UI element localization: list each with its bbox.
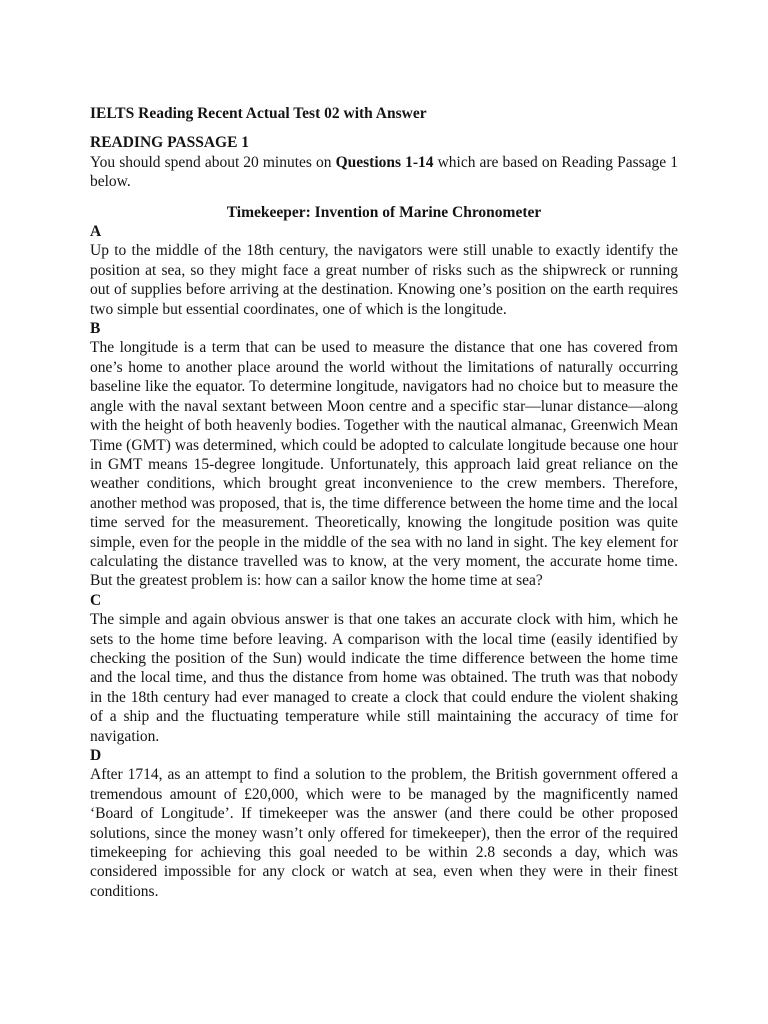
section-letter: A [90,223,102,241]
section-paragraph: Up to the middle of the 18th century, the navigators were still unable to exactly identify the position at sea, so they might face a great number of risks such as the shipwreck or running out of supplies before arriving at the destination. Knowing one’s position on the earth requires two simple but essential coordinates, one of which is the longitude. [90,242,678,318]
document-page [90,104,678,901]
section-paragraph: The longitude is a term that can be used to measure the distance that one has covered from one’s home to another place around the world without the limitations of naturally occurring baseline like the equator. To determine longitude, navigators had no choice but to measure the angle with the naval sextant between Moon centre and a specific star—lunar distance—along with the height of both heavenly bodies. Together with the nautical almanac, Greenwich Mean Time (GMT) was determined, which could be adopted to calculate longitude because one hour in GMT means 15-degree longitude. Unfortunately, this approach laid great reliance on the weather conditions, which brought great inconvenience to the crew members. Therefore, another method was proposed, that is, the time difference between the home time and the local time served for the measurement. Theoretically, knowing the longitude position was quite simple, even for the people in the middle of the sea with no land in sight. The key element for calculating the distance travelled was to know, at the very moment, the accurate home time. But the greatest problem is: how can a sailor know the home time at sea? [90,339,678,590]
section-c [90,591,678,746]
passage-title: Timekeeper: Invention of Marine Chronometer [226,203,542,221]
section-letter: D [90,747,102,764]
instructions-questions-range: Questions 1-14 [335,153,434,171]
document-title: IELTS Reading Recent Actual Test 02 with Answer [90,105,427,122]
section-a [90,222,678,319]
instructions-text-after: which are based on Reading Passage 1 below. [90,153,678,191]
instructions-text-before: You should spend about 20 minutes on [90,153,336,171]
passage-heading: READING PASSAGE 1 [90,134,250,152]
instructions [90,153,678,192]
section-paragraph: The simple and again obvious answer is that one takes an accurate clock with him, which he sets to the home time before leaving. A comparison with the local time (easily identified by checking the position of the Sun) would indicate the time difference between the home time and the local time, and thus the distance from home was obtained. The truth was that nobody in the 18th century had ever managed to create a clock that could endure the violent shaking of a ship and the fluctuating temperature while still maintaining the accuracy of time for navigation. [90,611,678,745]
section-letter: B [90,320,101,338]
section-letter: C [90,591,102,609]
section-paragraph: After 1714, as an attempt to find a solution to the problem, the British government offered a tremendous amount of £20,000, which were to be managed by the magnificently named ‘Board of Longitude’. If timekeeper was the answer (and there could be other proposed solutions, since the money wasn’t only offered for timekeeper), then the error of the required timekeeping for achieving this goal needed to be within 2.8 seconds a day, which was considered impossible for any clock or watch at sea, even when they were in their finest conditions. [90,766,678,900]
section-d [90,746,678,901]
section-b [90,319,678,591]
